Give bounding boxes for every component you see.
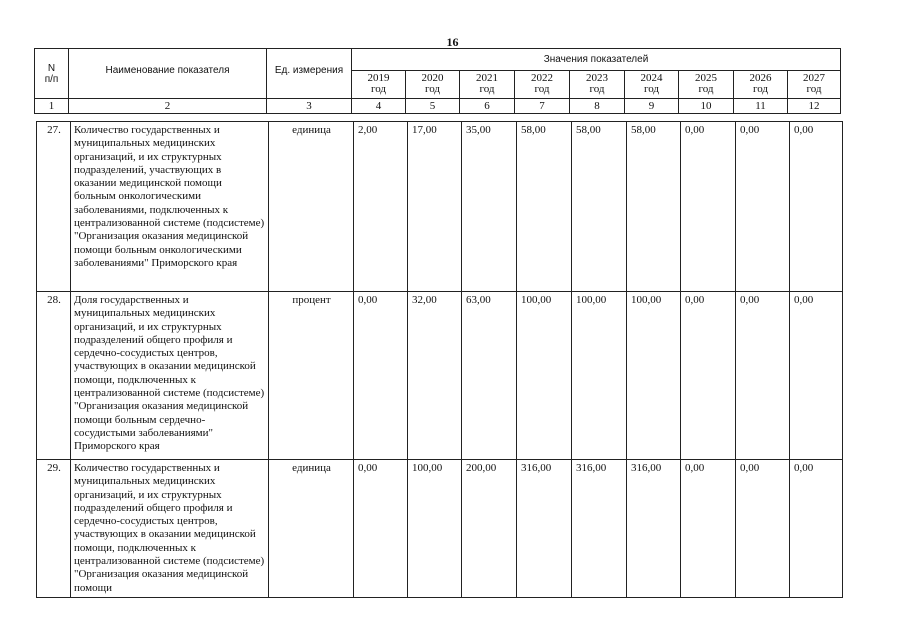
value-cell: 17,00 <box>408 122 462 292</box>
value-cell: 100,00 <box>517 292 572 460</box>
value-cell: 58,00 <box>627 122 681 292</box>
column-number: 8 <box>570 99 625 114</box>
indicator-unit: единица <box>269 460 354 598</box>
table-row <box>37 460 843 598</box>
header-year: 2024 год <box>625 71 679 99</box>
value-cell: 58,00 <box>517 122 572 292</box>
column-number: 2 <box>69 99 267 114</box>
table-header <box>34 48 841 114</box>
value-cell: 0,00 <box>681 460 736 598</box>
value-cell: 200,00 <box>462 460 517 598</box>
header-year: 2023 год <box>570 71 625 99</box>
value-cell: 0,00 <box>736 292 790 460</box>
value-cell: 0,00 <box>354 292 408 460</box>
column-number: 4 <box>352 99 406 114</box>
column-number: 11 <box>734 99 788 114</box>
column-number: 12 <box>788 99 841 114</box>
header-year: 2022 год <box>515 71 570 99</box>
header-col-values: Значения показателей <box>352 49 841 71</box>
column-number: 9 <box>625 99 679 114</box>
value-cell: 0,00 <box>790 292 843 460</box>
indicator-name: Количество государственных и муниципальных медицинских организаций, и их структурных подразделений общего профиля и сердечно-сосудистых центров, участвующих в оказании медицинской помощи, подключенных к централизованной системе (подсистеме) "Организация оказания медицинской помощи <box>71 460 269 598</box>
value-cell: 63,00 <box>462 292 517 460</box>
value-cell: 58,00 <box>572 122 627 292</box>
header-col-name: Наименование показателя <box>69 49 267 99</box>
indicators-table <box>36 121 843 598</box>
value-cell: 100,00 <box>627 292 681 460</box>
indicator-unit: единица <box>269 122 354 292</box>
value-cell: 0,00 <box>681 122 736 292</box>
column-number: 3 <box>267 99 352 114</box>
column-number: 5 <box>406 99 460 114</box>
value-cell: 0,00 <box>354 460 408 598</box>
column-number: 10 <box>679 99 734 114</box>
column-number: 7 <box>515 99 570 114</box>
indicator-name: Количество государственных и муниципальных медицинских организаций, и их структурных подразделений, участвующих в оказании медицинской помощи больным онкологическими заболеваниями, подключенных к централизованной системе (подсистеме) "Организация оказания медицинской помощи больным онкологическими заболеваниями" Приморского края <box>71 122 269 292</box>
value-cell: 316,00 <box>517 460 572 598</box>
value-cell: 316,00 <box>572 460 627 598</box>
value-cell: 0,00 <box>681 292 736 460</box>
value-cell: 0,00 <box>790 460 843 598</box>
header-year: 2019 год <box>352 71 406 99</box>
header-year: 2020 год <box>406 71 460 99</box>
value-cell: 32,00 <box>408 292 462 460</box>
header-year: 2021 год <box>460 71 515 99</box>
value-cell: 0,00 <box>790 122 843 292</box>
value-cell: 35,00 <box>462 122 517 292</box>
column-number: 6 <box>460 99 515 114</box>
row-number: 27. <box>37 122 71 292</box>
table-row <box>37 122 843 292</box>
header-col-unit: Ед. измерения <box>267 49 352 99</box>
value-cell: 316,00 <box>627 460 681 598</box>
value-cell: 2,00 <box>354 122 408 292</box>
header-year: 2026 год <box>734 71 788 99</box>
table-row <box>37 292 843 460</box>
value-cell: 100,00 <box>572 292 627 460</box>
value-cell: 0,00 <box>736 122 790 292</box>
header-year: 2027 год <box>788 71 841 99</box>
header-year: 2025 год <box>679 71 734 99</box>
row-number: 29. <box>37 460 71 598</box>
row-number: 28. <box>37 292 71 460</box>
value-cell: 100,00 <box>408 460 462 598</box>
header-col-nn: N п/п <box>35 49 69 99</box>
value-cell: 0,00 <box>736 460 790 598</box>
page-number: 16 <box>446 35 459 49</box>
indicator-unit: процент <box>269 292 354 460</box>
column-number: 1 <box>35 99 69 114</box>
indicator-name: Доля государственных и муниципальных медицинских организаций, и их структурных подразделений общего профиля и сердечно-сосудистых центров, участвующих в оказании медицинской помощи, подключенных к централизованной системе (подсистеме) "Организация оказания медицинской помощи больным сердечно-сосудистыми заболеваниями" Приморского края <box>71 292 269 460</box>
